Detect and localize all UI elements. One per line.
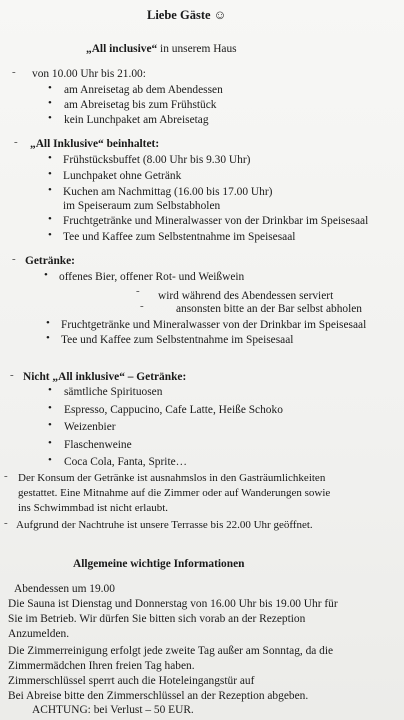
drinks-item: offenes Bier, offener Rot- und Weißwein (59, 271, 245, 283)
bullet-icon: • (48, 437, 52, 449)
notice-line: gestattet. Eine Mitnahme auf die Zimmer oder auf Wanderungen sowie (18, 487, 331, 499)
bullet-icon: • (48, 82, 52, 94)
dash-marker: - (140, 300, 144, 312)
bullet-icon: • (48, 384, 52, 396)
not-included-item: Weizenbier (64, 421, 116, 433)
bullet-icon: • (46, 317, 50, 329)
smiley-icon: ☺ (213, 8, 227, 22)
bullet-icon: • (48, 152, 52, 164)
included-item-continued: im Speiseraum zum Selbstabholen (63, 200, 221, 212)
general-line: Bei Abreise bitte den Zimmerschlüssel an der Rezeption abgeben. (8, 690, 309, 702)
drinks-heading: Getränke: (25, 255, 75, 267)
bullet-icon: • (46, 332, 50, 344)
bullet-icon: • (48, 112, 52, 124)
drinks-subitem: ansonsten bitte an der Bar selbst abholen (176, 303, 362, 315)
bullet-icon: • (48, 454, 52, 466)
bullet-icon: • (48, 184, 52, 196)
included-item: Lunchpaket ohne Getränk (63, 170, 182, 182)
included-item: Tee und Kaffee zum Selbstentnahme im Speisesaal (63, 231, 296, 243)
included-item: Frühstücksbuffet (8.00 Uhr bis 9.30 Uhr) (63, 154, 251, 166)
not-included-item: Flaschenweine (64, 439, 132, 451)
subtitle (86, 42, 237, 56)
bullet-icon: • (48, 229, 52, 241)
general-line: ACHTUNG: bei Verlust – 50 EUR. (32, 704, 194, 716)
general-line: Abendessen um 19.00 (14, 583, 115, 595)
not-included-item: Espresso, Cappucino, Cafe Latte, Heiße Schoko (64, 404, 283, 416)
general-line: Die Sauna ist Dienstag und Donnerstag von 16.00 Uhr bis 19.00 Uhr für (8, 598, 338, 610)
subtitle-highlight: „All inclusive“ (86, 43, 158, 55)
general-line: Sie im Betrieb. Wir dürfen Sie bitten sich vorab an der Rezeption (8, 613, 306, 625)
dash-marker: - (14, 136, 18, 148)
drinks-item: Tee und Kaffee zum Selbstentnahme im Speisesaal (61, 334, 294, 346)
period-item: kein Lunchpaket am Abreisetag (64, 114, 209, 126)
included-item: Fruchtgetränke und Mineralwasser von der Drinkbar im Speisesaal (63, 215, 369, 227)
dash-marker: - (4, 470, 8, 482)
page-title (147, 8, 226, 22)
drinks-item: Fruchtgetränke und Mineralwasser von der Drinkbar im Speisesaal (61, 319, 367, 331)
title-text: Liebe Gäste (147, 8, 211, 22)
period-item: am Abreisetag bis zum Frühstück (64, 99, 217, 111)
general-line: Anzumelden. (8, 628, 70, 640)
included-heading: „All Inklusive“ beinhaltet: (30, 138, 160, 150)
period-time: von 10.00 Uhr bis 21.00: (32, 68, 146, 80)
dash-marker: - (12, 253, 16, 265)
included-item: Kuchen am Nachmittag (16.00 bis 17.00 Uhr) (63, 186, 273, 198)
bullet-icon: • (48, 402, 52, 414)
notice-line: Der Konsum der Getränke ist ausnahmslos in den Gasträumlichkeiten (18, 472, 326, 484)
dash-marker: - (10, 369, 14, 381)
period-item: am Anreisetag ab dem Abendessen (64, 84, 223, 96)
dash-marker: - (12, 66, 16, 78)
not-included-heading: Nicht „All inklusive“ – Getränke: (23, 371, 187, 383)
not-included-item: sämtliche Spirituosen (64, 386, 163, 398)
general-heading: Allgemeine wichtige Informationen (73, 558, 245, 570)
general-line: Zimmermädchen Ihren freien Tag haben. (8, 660, 195, 672)
dash-marker: - (4, 517, 8, 529)
bullet-icon: • (48, 419, 52, 431)
bullet-icon: • (48, 97, 52, 109)
general-line: Zimmerschlüssel sperrt auch die Hoteleingangstür auf (8, 675, 255, 687)
notice-line: ins Schwimmbad ist nicht erlaubt. (18, 502, 169, 514)
bullet-icon: • (48, 213, 52, 225)
dash-marker: - (136, 285, 140, 297)
subtitle-rest: in unserem Haus (157, 43, 237, 55)
bullet-icon: • (48, 168, 52, 180)
general-line: Die Zimmerreinigung erfolgt jede zweite Tag außer am Sonntag, da die (8, 645, 334, 657)
bullet-icon: • (44, 269, 48, 281)
not-included-item: Coca Cola, Fanta, Sprite… (64, 456, 188, 468)
notice-line: Aufgrund der Nachtruhe ist unsere Terrasse bis 22.00 Uhr geöffnet. (16, 519, 313, 531)
drinks-subitem: wird während des Abendessen serviert (158, 290, 334, 302)
